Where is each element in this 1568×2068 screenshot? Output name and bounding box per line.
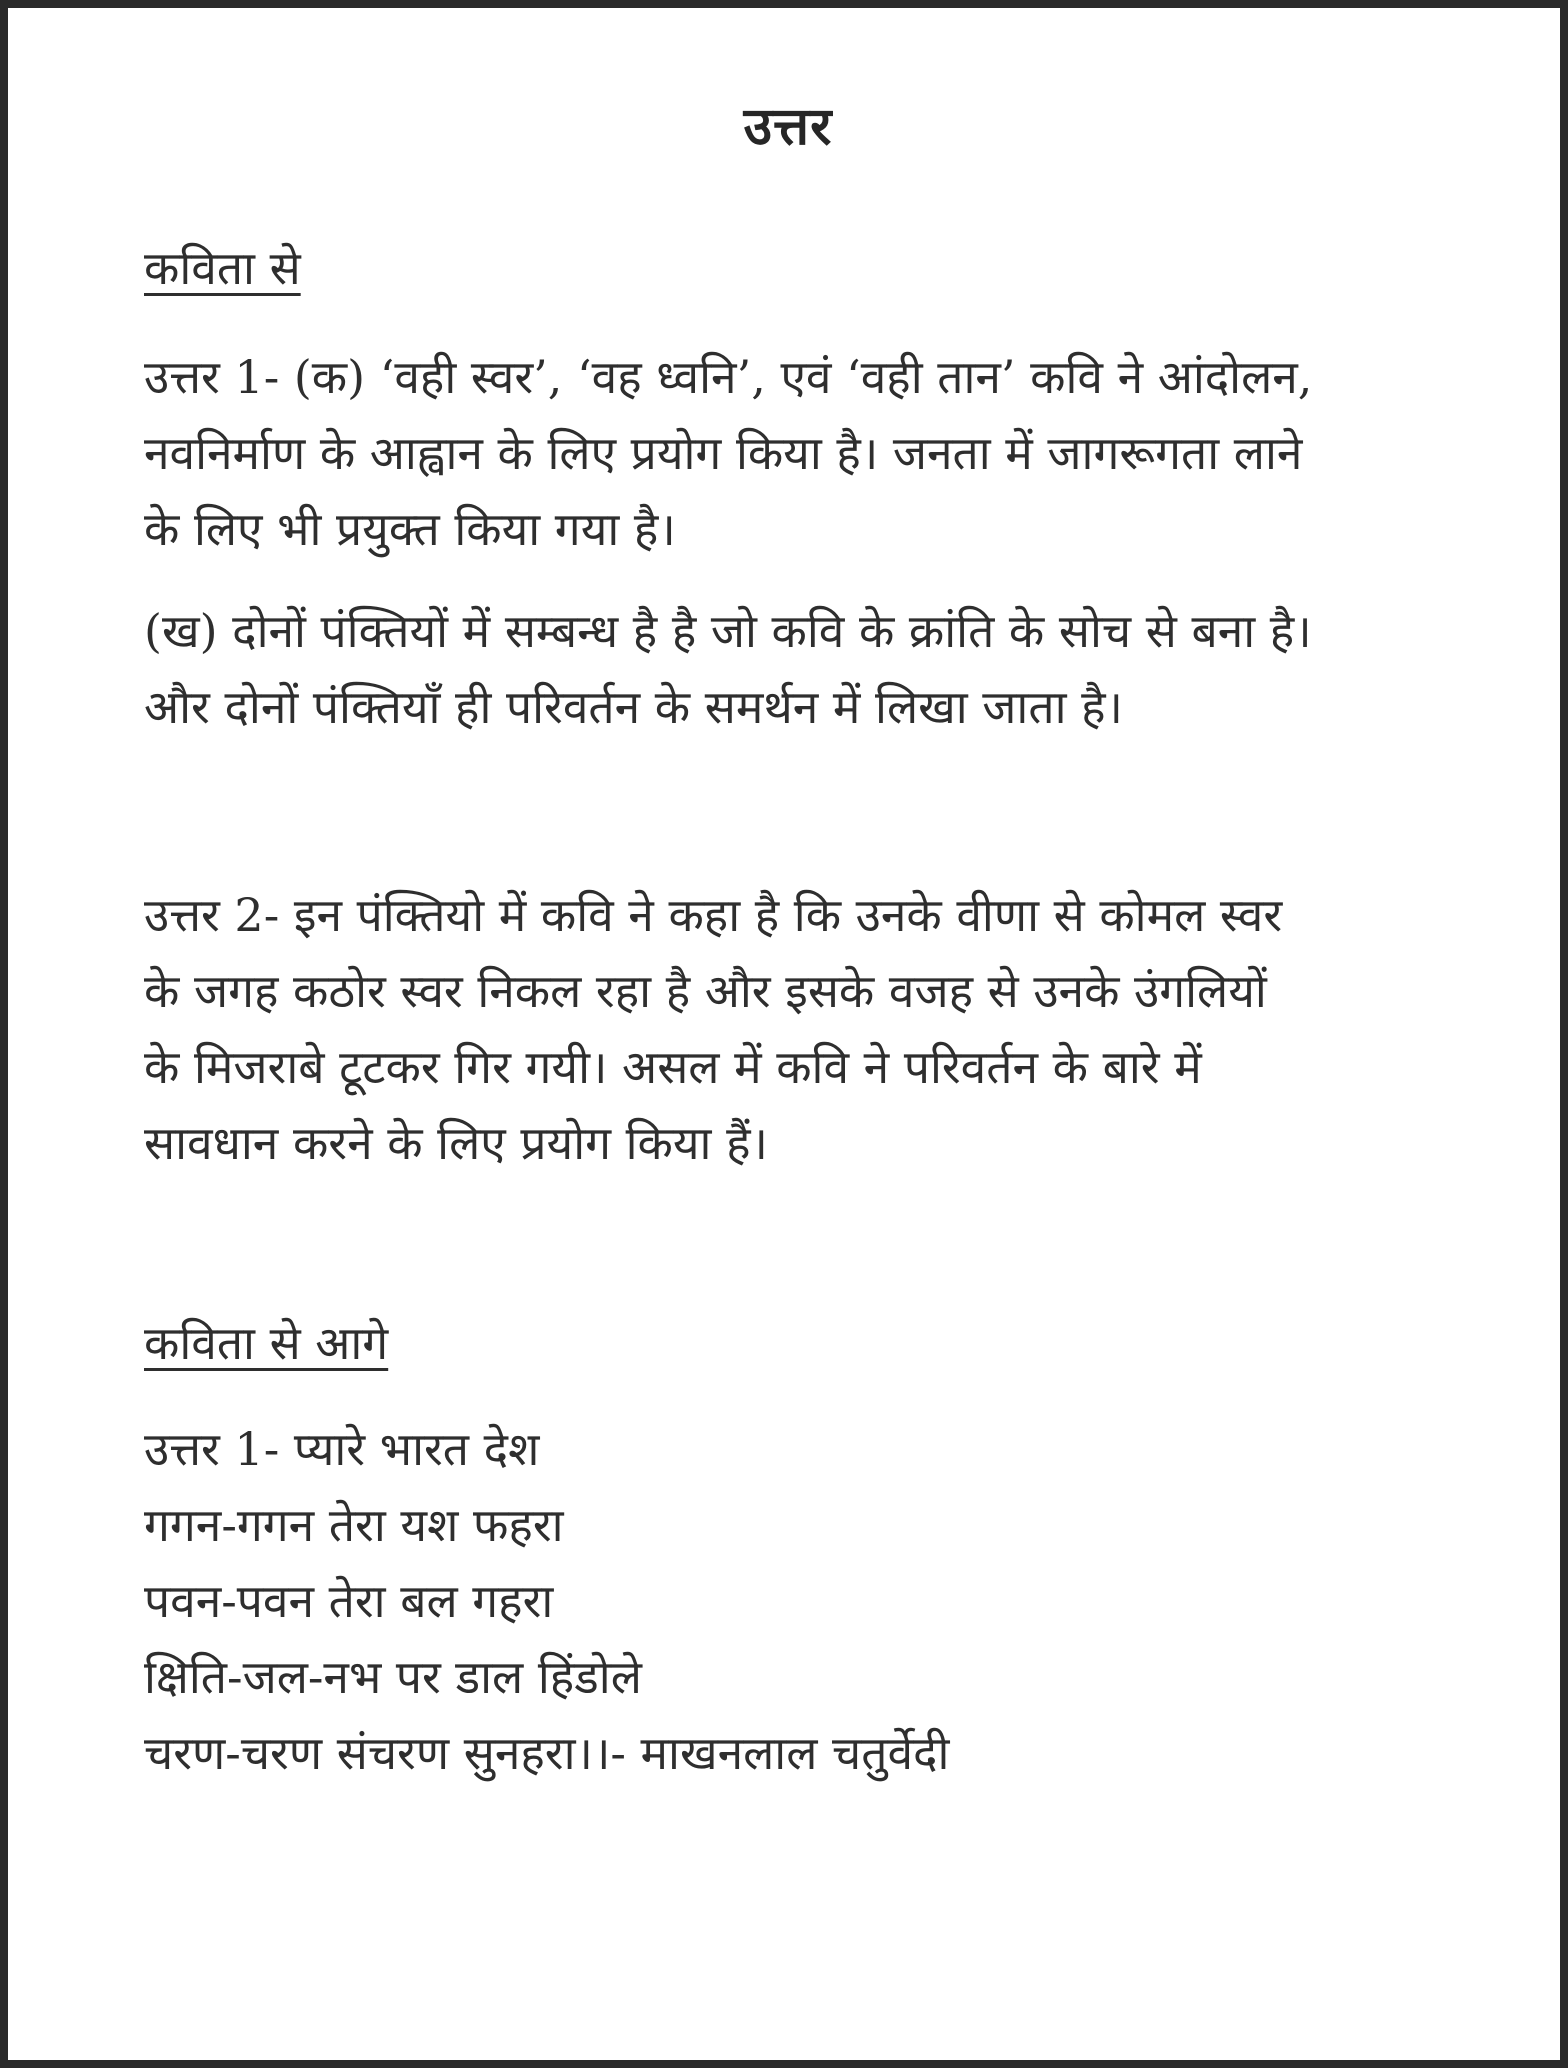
page-title: उत्तर xyxy=(743,96,833,157)
poem-line: क्षिति-जल-नभ पर डाल हिंडोले xyxy=(144,1650,642,1704)
section-heading-kavita-se-aage: कविता से आगे xyxy=(144,1316,389,1370)
poem-answer xyxy=(144,1411,1432,1791)
answer-1-paragraph xyxy=(144,339,1432,567)
text-line: उत्तर 2- इन पंक्तियो में कवि ने कहा है कि उनके वीणा से कोमल स्वर xyxy=(144,888,1283,942)
text-line: के मिजराबे टूटकर गिर गयी। असल में कवि ने परिवर्तन के बारे में xyxy=(144,1040,1202,1094)
text-line: और दोनों पंक्तियाँ ही परिवर्तन के समर्थन में लिखा जाता है। xyxy=(144,680,1123,734)
poem-line: उत्तर 1- प्यारे भारत देश xyxy=(144,1422,540,1476)
section-heading-kavita-se: कविता से xyxy=(144,241,301,295)
poem-line: गगन-गगन तेरा यश फहरा xyxy=(144,1498,564,1552)
text-line: (ख) दोनों पंक्तियों में सम्बन्ध है है जो कवि के क्रांति के सोच से बना है। xyxy=(144,604,1312,658)
answer-1-kha-paragraph xyxy=(144,593,1432,745)
poem-line: चरण-चरण संचरण सुनहरा।।- माखनलाल चतुर्वेदी xyxy=(144,1726,950,1780)
text-line: सावधान करने के लिए प्रयोग किया हैं। xyxy=(144,1116,768,1170)
answer-2-paragraph xyxy=(144,877,1432,1181)
text-line: के जगह कठोर स्वर निकल रहा है और इसके वजह से उनके उंगलियों xyxy=(144,964,1267,1018)
text-line: उत्तर 1- (क) ‘वही स्वर’, ‘वह ध्वनि’, एवं ‘वही तान’ कवि ने आंदोलन, xyxy=(144,350,1313,404)
text-line: के लिए भी प्रयुक्त किया गया है। xyxy=(144,502,676,556)
document-content xyxy=(8,8,1560,1791)
poem-line: पवन-पवन तेरा बल गहरा xyxy=(144,1574,554,1628)
text-line: नवनिर्माण के आह्वान के लिए प्रयोग किया है। जनता में जागरूगता लाने xyxy=(144,426,1303,480)
